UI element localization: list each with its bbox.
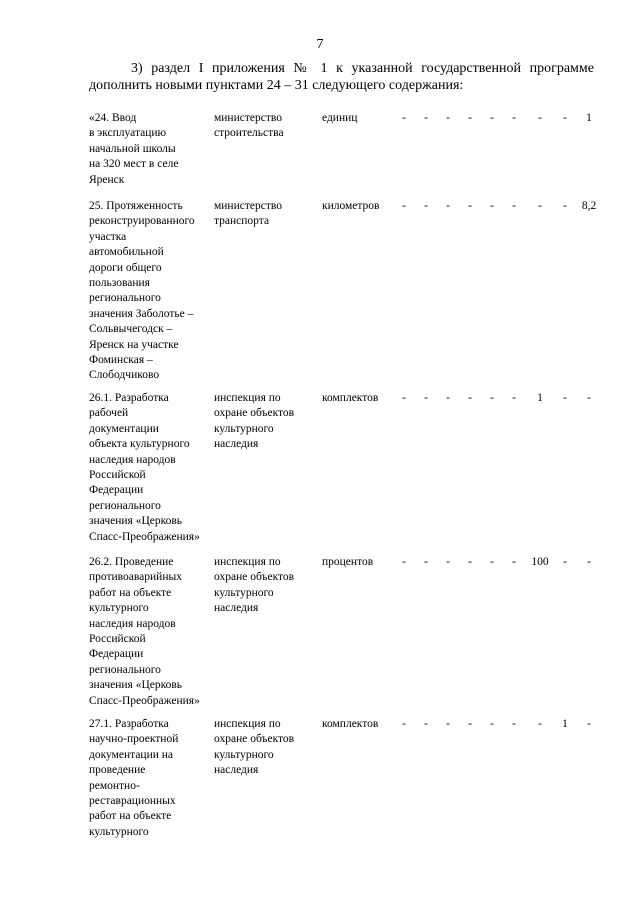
year-value: 1 <box>586 112 592 124</box>
indicator-name-line: 26.2. Проведение <box>89 556 174 568</box>
year-value: - <box>512 200 516 212</box>
year-value: 100 <box>531 556 549 568</box>
indicator-name-line: работ на объекте <box>89 810 172 823</box>
year-value: - <box>490 556 494 568</box>
responsible-organization-line: транспорта <box>214 215 270 228</box>
year-value: - <box>402 112 406 124</box>
responsible-organization <box>214 111 322 142</box>
year-value: - <box>490 112 494 124</box>
indicator-name-line: 25. Протяженность <box>89 200 183 212</box>
responsible-organization-line: наследия <box>214 764 259 777</box>
indicator-name-line: Спасс-Преображения» <box>89 530 200 543</box>
responsible-organization <box>214 555 322 617</box>
indicator-name-line: Российской <box>89 633 146 646</box>
responsible-organization-line: министерство <box>214 112 282 124</box>
year-value: - <box>512 556 516 568</box>
year-value: - <box>468 392 472 404</box>
indicator-name-line: 26.1. Разработка <box>89 392 169 404</box>
indicator-name-line: значения Заболотье – <box>89 307 194 320</box>
indicator-name-line: на 320 мест в селе <box>89 158 179 171</box>
indicator-name-line: научно-проектной <box>89 733 179 746</box>
year-value: - <box>563 112 567 124</box>
year-value: - <box>446 718 450 730</box>
year-value: - <box>563 392 567 404</box>
year-value: - <box>468 200 472 212</box>
year-value: - <box>563 200 567 212</box>
indicator-name-line: проведение <box>89 764 146 777</box>
indicator-name-line: «24. Ввод <box>89 112 137 124</box>
year-value: - <box>468 112 472 124</box>
responsible-organization-line: культурного <box>214 422 274 435</box>
year-value: - <box>424 556 428 568</box>
indicator-name-line: Федерации <box>89 484 144 497</box>
indicator-name <box>89 111 217 188</box>
indicator-name-line: рабочей <box>89 407 129 420</box>
year-value: - <box>538 200 542 212</box>
year-value: - <box>587 556 591 568</box>
responsible-organization-line: охране объектов <box>214 407 295 420</box>
intro-line-2: дополнить новыми пунктами 24 – 31 следующего содержания: <box>89 78 464 93</box>
year-value: - <box>490 200 494 212</box>
unit-of-measure: комплектов <box>322 718 379 730</box>
year-value: - <box>402 200 406 212</box>
indicator-name-line: 27.1. Разработка <box>89 718 169 730</box>
indicator-name <box>89 555 217 709</box>
year-value: - <box>512 392 516 404</box>
indicator-name-line: документации на <box>89 748 174 761</box>
indicator-name-line: Яренск <box>89 173 125 186</box>
year-value: - <box>402 718 406 730</box>
responsible-organization-line: охране объектов <box>214 733 295 746</box>
indicator-name <box>89 199 217 384</box>
indicator-name-line: наследия народов <box>89 453 176 466</box>
year-value: - <box>468 556 472 568</box>
indicator-name-line: Спасс-Преображения» <box>89 694 200 707</box>
indicator-name-line: реконструированного <box>89 215 195 228</box>
indicator-name-line: участка <box>89 230 127 243</box>
page-number: 7 <box>316 37 324 52</box>
responsible-organization <box>214 717 322 779</box>
year-value: - <box>402 392 406 404</box>
indicator-name-line: работ на объекте <box>89 586 172 599</box>
indicator-name-line: автомобильной <box>89 246 164 259</box>
year-value: - <box>490 392 494 404</box>
year-value: - <box>538 718 542 730</box>
year-value: - <box>490 718 494 730</box>
indicator-name-line: противоаварийных <box>89 571 182 584</box>
year-value: - <box>538 112 542 124</box>
indicator-name-line: регионального <box>89 499 161 512</box>
year-value: - <box>587 718 591 730</box>
year-value: - <box>424 718 428 730</box>
year-value: - <box>402 556 406 568</box>
indicator-name-line: регионального <box>89 292 161 305</box>
intro-paragraph <box>89 60 594 94</box>
intro-line-1: 3) раздел I приложения № 1 к указанной государственной программе <box>131 61 594 76</box>
year-value: - <box>446 556 450 568</box>
year-value: 8,2 <box>581 200 597 212</box>
indicator-name-line: Яренск на участке <box>89 338 179 351</box>
indicator-name-line: ремонтно- <box>89 779 140 792</box>
responsible-organization-line: культурного <box>214 748 274 761</box>
indicator-name-line: Фоминская – <box>89 354 153 367</box>
unit-of-measure: километров <box>322 200 380 212</box>
year-value: 1 <box>562 718 568 730</box>
year-value: - <box>512 112 516 124</box>
unit-of-measure: единиц <box>322 112 358 124</box>
year-value: - <box>424 112 428 124</box>
year-value: - <box>424 392 428 404</box>
year-value: - <box>446 112 450 124</box>
responsible-organization-line: министерство <box>214 200 282 212</box>
indicator-name-line: Слободчиково <box>89 369 160 382</box>
indicator-name <box>89 391 217 545</box>
year-value: - <box>587 392 591 404</box>
year-value: - <box>563 556 567 568</box>
indicator-name-line: реставрационных <box>89 795 176 808</box>
indicator-name-line: пользования <box>89 277 150 290</box>
indicator-name-line: объекта культурного <box>89 438 190 451</box>
indicator-name-line: документации <box>89 422 159 435</box>
responsible-organization-line: наследия <box>214 438 259 451</box>
indicator-name-line: наследия народов <box>89 617 176 630</box>
responsible-organization-line: строительства <box>214 127 284 140</box>
unit-of-measure: процентов <box>322 556 374 568</box>
indicator-name-line: регионального <box>89 663 161 676</box>
indicator-name-line: начальной школы <box>89 142 176 155</box>
responsible-organization-line: охране объектов <box>214 571 295 584</box>
year-value: - <box>446 392 450 404</box>
responsible-organization-line: наследия <box>214 602 259 615</box>
indicator-name-line: в эксплуатацию <box>89 127 167 140</box>
indicator-name-line: значения «Церковь <box>89 679 183 692</box>
responsible-organization-line: инспекция по <box>214 556 281 568</box>
indicator-name-line: культурного <box>89 825 149 838</box>
year-value: - <box>512 718 516 730</box>
indicator-name <box>89 717 217 840</box>
responsible-organization <box>214 391 322 453</box>
responsible-organization-line: инспекция по <box>214 392 281 404</box>
year-value: - <box>468 718 472 730</box>
indicator-name-line: культурного <box>89 602 149 615</box>
responsible-organization <box>214 199 322 230</box>
indicator-name-line: дороги общего <box>89 261 162 274</box>
responsible-organization-line: инспекция по <box>214 718 281 730</box>
indicator-name-line: значения «Церковь <box>89 515 183 528</box>
unit-of-measure: комплектов <box>322 392 379 404</box>
year-value: - <box>446 200 450 212</box>
responsible-organization-line: культурного <box>214 586 274 599</box>
year-value: 1 <box>537 392 543 404</box>
indicator-name-line: Федерации <box>89 648 144 661</box>
indicator-name-line: Сольвычегодск – <box>89 323 173 336</box>
indicator-name-line: Российской <box>89 469 146 482</box>
year-value: - <box>424 200 428 212</box>
